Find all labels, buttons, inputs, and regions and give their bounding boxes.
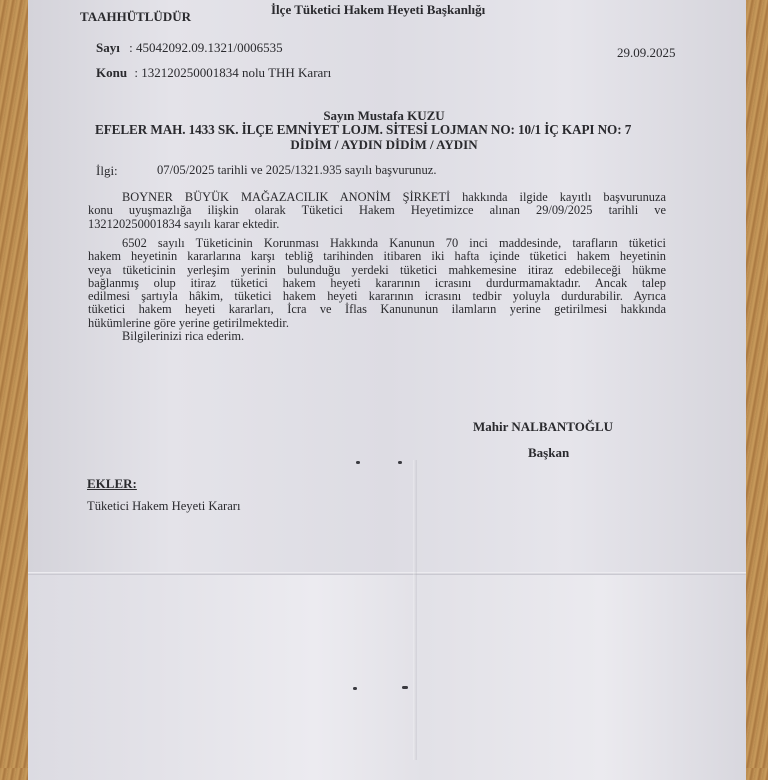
attachments-label: EKLER: [87, 476, 137, 491]
sayi-value: : 45042092.09.1321/0006535 [129, 40, 283, 55]
recipient-address-line1: EFELER MAH. 1433 SK. İLÇE EMNİYET LOJM. SİTESİ LOJMAN NO: 10/1 İÇ KAPI NO: 7 [95, 122, 632, 137]
attachment-item: Tüketici Hakem Heyeti Kararı [87, 499, 241, 513]
body-line: edilmesi şartıyla hâkim, tüketici hakem heyeti kararının icrasını tedbir yoluyla durdurabilir. Ayrıca [88, 289, 666, 304]
recipient-address-line2: DİDİM / AYDIN DİDİM / AYDIN [290, 137, 478, 152]
sayi-row [96, 40, 283, 56]
body-paragraph-1 [88, 191, 666, 231]
signatory-title: Başkan [528, 445, 570, 460]
staple-hole [353, 687, 357, 690]
institution-title: İlçe Tüketici Hakem Heyeti Başkanlığı [271, 2, 486, 17]
konu-row [96, 65, 331, 81]
staple-hole [356, 461, 360, 464]
konu-value: : 132120250001834 nolu THH Kararı [134, 65, 332, 80]
paper-lower-panel [28, 575, 746, 780]
sayi-label: Sayı [96, 40, 120, 55]
body-line: BOYNER BÜYÜK MAĞAZACILIK ANONİM ŞİRKETİ hakkında ilgide kayıtlı başvurunuza [122, 190, 666, 204]
staple-hole [398, 461, 402, 464]
document-date: 29.09.2025 [617, 45, 676, 60]
body-line: bağlanmış olup itiraz tüketici hakem heyeti kararının icrasını durdurmamaktadır. Ancak talep [88, 275, 666, 290]
recipient-name: Sayın Mustafa KUZU [323, 108, 445, 123]
body-line: 6502 sayılı Tüketicinin Korunması Hakkında Kanunun 70 inci maddesinde, tarafların tüketici [122, 236, 666, 250]
signatory-name: Mahir NALBANTOĞLU [473, 419, 614, 434]
body-line: konu uyuşmazlığa ilişkin olarak Tüketici Hakem Heyetimizce alınan 29/09/2025 tarihli ve [88, 203, 666, 218]
body-line: veya tüketicinin yerleşim yerinin bulunduğu yerdeki tüketici mahkemesine itiraz edebileceği hükme [88, 262, 666, 277]
paper-crease [413, 460, 417, 760]
body-line: hakem heyetinin kararlarına karşı tebliğ tarihinden itibaren iki hafta içinde tüketici hakem heyetinin [88, 249, 666, 264]
body-paragraph-2 [88, 237, 666, 343]
body-line: 132120250001834 sayılı karar ektedir. [88, 216, 280, 231]
registered-mail-stamp: TAAHHÜTLÜDÜR [80, 9, 191, 24]
reference-text: 07/05/2025 tarihli ve 2025/1321.935 sayılı başvurunuz. [157, 163, 437, 177]
reference-label: İlgi: [96, 163, 118, 178]
body-line: tüketici hakem heyeti kararları, İcra ve İflas Kanununun ilamların yerine getirilmesi hakkında [88, 302, 666, 317]
body-line: hükümlerine göre yerine getirilmektedir. [88, 315, 289, 330]
staple-hole [402, 686, 408, 689]
konu-label: Konu [96, 65, 128, 80]
closing-line: Bilgilerinizi rica ederim. [122, 329, 245, 344]
